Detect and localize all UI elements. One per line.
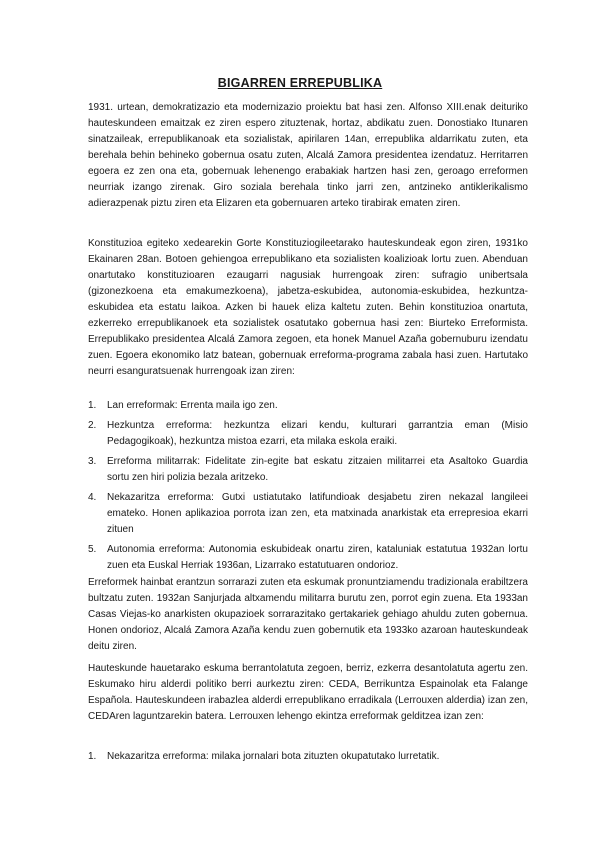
- list-item-text: Hezkuntza erreforma: hezkuntza elizari kendu, kulturari garrantzia eman (Misio Pedagogikoak), hezkuntza mistoa ezarri, eta milaka eskola eraiki.: [107, 420, 528, 447]
- list-number: 3.: [88, 456, 97, 467]
- list-item-text: Nekazaritza erreforma: milaka jornalari bota zituzten okupatutako lurretatik.: [107, 751, 440, 762]
- list-item-text: Autonomia erreforma: Autonomia eskubideak onartu ziren, kataluniak estatutua 1932an lortu zuen eta Euskal Herriak 1936an, Lizarrako estatutuaren ondorioz.: [107, 544, 528, 571]
- list-item: [88, 749, 528, 765]
- list-number: 1.: [88, 751, 97, 762]
- list-item: [88, 454, 528, 486]
- list-number: 4.: [88, 492, 97, 503]
- halted-list: [88, 749, 528, 769]
- list-item: [88, 398, 528, 414]
- paragraph: Konstituzioa egiteko xedearekin Gorte Konstituziogileetarako hauteskundeak egon ziren, 1931ko Ekainaren 28an. Botoen gehiengoa errepublikano eta sozialisten koalizioak lortu zuen. Abenduan onartutako konstituzioaren ezaugarri nagusiak hurrengoak ziren: sufragio unibertsala (gizonezkoena eta emakumezkoena), jabetza-eskubidea, autonomia-eskubidea, hezkuntza-eskubidea eta estatu laikoa. Azken bi hauek eliza kaltetu zuten. Behin konstituzioa onartuta, ezkerreko errepublikanoek eta sozialistek osatutako gobernua hasi zen: Biurteko Erreformista. Errepublikako presidentea Alcalá Zamora zegoen, eta honek Manuel Azaña gobernuburu izendatu zuen. Egoera ekonomiko latz batean, gobernuak erreforma-programa zabala hasi zuen. Hartutako neurri esanguratsuenak hurrengoak izan ziren:: [88, 238, 528, 377]
- paragraph: 1931. urtean, demokratizazio eta modernizazio proiektu bat hasi zen. Alfonso XIII.enak deituriko hauteskundeen emaitzak ez ziren espero zituztenak, hortaz, abdikatu zuen. Donostiako Itunaren sinatzaileak, errepublikanoak eta sozialistak, apirilaren 14an, errepublika aldarrikatu zuten, eta berehala behin behineko gobernua osatu zuten, Alcalá Zamora presidentea izendatuz. Herritarren egoera ez zen ona eta, gobernuak lehenengo erabakiak hartzen hasi zen, geroago erreformen neurriak izango zirenak. Giro soziala berehala tinko jarri zen, antzineko antiklerikalismo adierazpenak piztu ziren eta Elizaren eta gobernuaren arteko tirabirak ematen ziren.: [88, 102, 528, 209]
- list-item-text: Lan erreformak: Errenta maila igo zen.: [107, 400, 278, 411]
- list-item: [88, 418, 528, 450]
- paragraph-elections: [88, 661, 528, 725]
- page-title: BIGARREN ERREPUBLIKA: [217, 76, 383, 90]
- paragraph: Erreformek hainbat erantzun sorrarazi zuten eta eskumak pronuntziamendu tradizionala erabiltzera bultzatu zuten. 1932an Sanjurjada altxamendu militarra burutu zen, porrot egin zuena. Eta 1933an Casas Viejas-ko anarkisten okupazioek sorrarazitako gertakariek gehiago ahuldu zuten gobernua. Honen ondorioz, Alcalá Zamora Azaña kendu zuen gobernutik eta 1933ko azaroan hauteskundeak deitu ziren.: [88, 577, 528, 652]
- paragraph-constitution: [88, 236, 528, 380]
- list-number: 5.: [88, 544, 97, 555]
- list-item-text: Erreforma militarrak: Fidelitate zin-egite bat eskatu zitzaien militarrei eta Asaltoko Guardia sortu zen hiri polizia bezala aritzeko.: [107, 456, 528, 483]
- paragraph: Hauteskunde hauetarako eskuma berrantolatuta zegoen, berriz, ezkerra desantolatuta agertu zen. Eskumako hiru alderdi politiko berri aurkeztu ziren: CEDA, Berrikuntza Espainolak eta Falange Española. Hauteskundeen irabazlea alderdi errepublikano erradikala (Lerrouxen alderdia) izan zen, CEDAren laguntzarekin batera. Lerrouxen lehengo ekintza erreformak gelditzea izan zen:: [88, 663, 528, 722]
- list-number: 2.: [88, 420, 97, 431]
- list-item-text: Nekazaritza erreforma: Gutxi ustiatutako latifundioak desjabetu ziren nekazal langileei emateko. Honen aplikazioa porrota izan zen, eta matxinada anarkistak eta errepresioa ekarri zituen: [107, 492, 528, 535]
- paragraph-reactions: [88, 575, 528, 655]
- paragraph-intro: [88, 100, 528, 212]
- list-number: 1.: [88, 400, 97, 411]
- reforms-list: [88, 398, 528, 578]
- list-item: [88, 490, 528, 538]
- list-item: [88, 542, 528, 574]
